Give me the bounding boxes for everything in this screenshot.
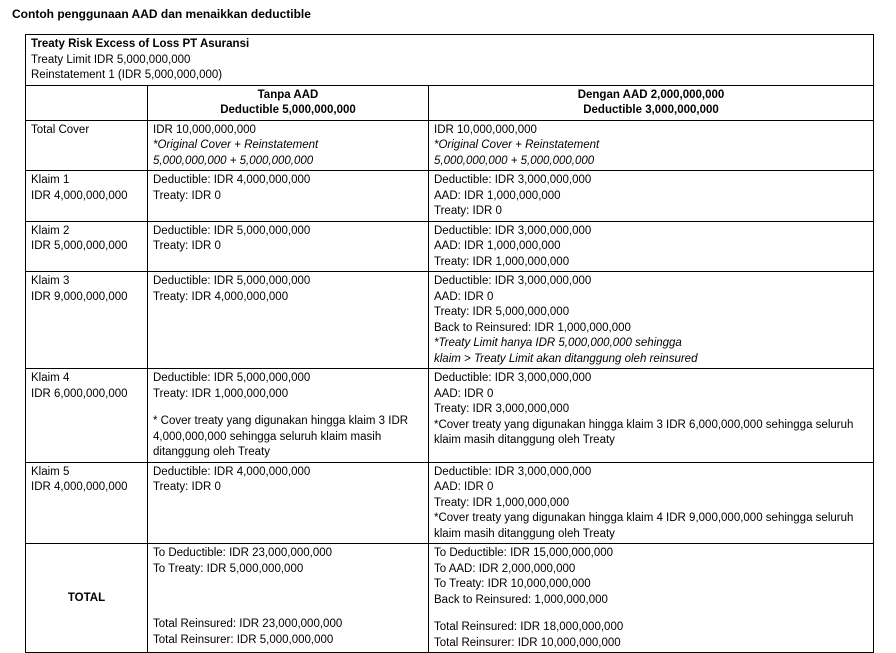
column-deductible-dengan: Deductible 3,000,000,000: [583, 104, 719, 116]
cell-note: *Original Cover + Reinstatement: [434, 139, 600, 151]
cell-line: Deductible: IDR 5,000,000,000: [153, 372, 311, 384]
cell-note: klaim > Treaty Limit akan ditanggung oleh reinsured: [434, 352, 698, 365]
cell-note: *Treaty Limit hanya IDR 5,000,000,000 sehingga: [434, 337, 682, 349]
treaty-limit: Treaty Limit IDR 5,000,000,000: [31, 53, 191, 66]
row-label-cell: [26, 369, 148, 463]
row-label: Klaim 4: [31, 372, 70, 384]
row-label: Total Cover: [31, 123, 90, 136]
dengan-cell: [429, 462, 874, 544]
treaty-table: [25, 34, 874, 653]
cell-line: AAD: IDR 0: [434, 290, 494, 303]
table-row: [26, 221, 874, 272]
row-label: Klaim 5: [31, 465, 70, 478]
spacer: [434, 608, 868, 620]
cell-comment: *Cover treaty yang digunakan hingga klaim 4 IDR 9,000,000,000 sehingga seluruh klaim masih ditanggung oleh Treaty: [434, 512, 854, 540]
empty-header-cell: [26, 85, 148, 120]
row-label-cell: [26, 171, 148, 222]
column-title-dengan: Dengan AAD 2,000,000,000: [577, 88, 725, 101]
page-title: Contoh penggunaan AAD dan menaikkan deductible: [12, 7, 311, 21]
cell-line: Deductible: IDR 5,000,000,000: [153, 224, 311, 237]
cell-line: Treaty: IDR 1,000,000,000: [153, 387, 289, 400]
treaty-header-cell: [26, 35, 874, 86]
row-label-amount: IDR 4,000,000,000: [31, 189, 128, 202]
row-label-cell: [26, 462, 148, 544]
cell-line: To Treaty: IDR 10,000,000,000: [434, 578, 591, 590]
row-label: Klaim 3: [31, 275, 70, 287]
dengan-cell: [429, 221, 874, 272]
cell-line: To Deductible: IDR 23,000,000,000: [153, 547, 333, 559]
cell-line: AAD: IDR 1,000,000,000: [434, 189, 561, 202]
row-label-amount: IDR 6,000,000,000: [31, 387, 128, 400]
cell-note: 5,000,000,000 + 5,000,000,000: [434, 154, 595, 167]
summary-line: Total Reinsurer: IDR 5,000,000,000: [153, 633, 334, 646]
cell-line: Deductible: IDR 3,000,000,000: [434, 224, 592, 237]
dengan-cell: [429, 171, 874, 222]
cell-line: IDR 10,000,000,000: [434, 123, 537, 136]
table-row: [26, 272, 874, 369]
cell-note: *Original Cover + Reinstatement: [153, 139, 319, 151]
row-label-amount: IDR 4,000,000,000: [31, 481, 128, 493]
cell-line: Treaty: IDR 4,000,000,000: [153, 290, 289, 303]
tanpa-cell: [148, 221, 429, 272]
summary-line: Total Reinsurer: IDR 10,000,000,000: [434, 636, 621, 649]
summary-line: Total Reinsured: IDR 23,000,000,000: [153, 618, 343, 630]
row-label: Klaim 1: [31, 174, 70, 186]
summary-line: Total Reinsured: IDR 18,000,000,000: [434, 621, 624, 633]
cell-line: To Deductible: IDR 15,000,000,000: [434, 547, 614, 559]
cell-line: AAD: IDR 1,000,000,000: [434, 240, 561, 252]
cell-line: IDR 10,000,000,000: [153, 123, 256, 136]
cell-comment: * Cover treaty yang digunakan hingga klaim 3 IDR 4,000,000,000 sehingga seluruh klaim masih ditanggung oleh Treaty: [153, 415, 409, 458]
cell-line: To Treaty: IDR 5,000,000,000: [153, 562, 304, 575]
cell-line: Treaty: IDR 0: [153, 481, 221, 493]
dengan-total-cell: [429, 544, 874, 653]
cell-line: Deductible: IDR 5,000,000,000: [153, 275, 311, 287]
tanpa-cell: [148, 462, 429, 544]
cell-line: Deductible: IDR 4,000,000,000: [153, 174, 311, 186]
cell-line: Deductible: IDR 3,000,000,000: [434, 275, 592, 287]
cell-line: Deductible: IDR 3,000,000,000: [434, 465, 592, 478]
table-row: [26, 369, 874, 463]
table-row: [26, 462, 874, 544]
cell-line: AAD: IDR 0: [434, 481, 494, 493]
row-label-cell: [26, 120, 148, 171]
tanpa-cell: [148, 272, 429, 369]
dengan-cell: [429, 369, 874, 463]
dengan-cell: [429, 272, 874, 369]
cell-line: Deductible: IDR 3,000,000,000: [434, 174, 592, 186]
cell-line: Treaty: IDR 3,000,000,000: [434, 403, 570, 415]
total-label: TOTAL: [26, 544, 148, 653]
tanpa-total-cell: [148, 544, 429, 653]
column-deductible-tanpa: Deductible 5,000,000,000: [220, 104, 356, 116]
tanpa-cell: [148, 369, 429, 463]
tanpa-cell: [148, 171, 429, 222]
treaty-title: Treaty Risk Excess of Loss PT Asuransi: [31, 38, 250, 50]
row-label-cell: [26, 272, 148, 369]
row-label-amount: IDR 5,000,000,000: [31, 240, 128, 252]
row-label-cell: [26, 221, 148, 272]
table-row: [26, 120, 874, 171]
column-title-tanpa: Tanpa AAD: [257, 88, 319, 101]
tanpa-cell: [148, 120, 429, 171]
total-row: [26, 544, 874, 653]
treaty-reinstatement: Reinstatement 1 (IDR 5,000,000,000): [31, 69, 223, 81]
cell-line: AAD: IDR 0: [434, 387, 494, 400]
cell-line: Treaty: IDR 0: [434, 205, 502, 217]
row-label: Klaim 2: [31, 224, 70, 237]
cell-line: Back to Reinsured: 1,000,000,000: [434, 593, 608, 606]
cell-comment: *Cover treaty yang digunakan hingga klaim 3 IDR 6,000,000,000 sehingga seluruh klaim masih ditanggung oleh Treaty: [434, 418, 854, 446]
cell-note: 5,000,000,000 + 5,000,000,000: [153, 154, 314, 167]
dengan-cell: [429, 120, 874, 171]
cell-line: Treaty: IDR 1,000,000,000: [434, 255, 570, 268]
cell-line: Deductible: IDR 4,000,000,000: [153, 465, 311, 478]
cell-line: Deductible: IDR 3,000,000,000: [434, 372, 592, 384]
column-header-dengan: [429, 85, 874, 120]
column-header-tanpa: [148, 85, 429, 120]
table-row: [26, 171, 874, 222]
column-header-row: [26, 85, 874, 120]
table-header-row: [26, 35, 874, 86]
cell-line: Treaty: IDR 0: [153, 240, 221, 252]
cell-line: Treaty: IDR 5,000,000,000: [434, 306, 570, 318]
cell-line: To AAD: IDR 2,000,000,000: [434, 562, 576, 575]
row-label-amount: IDR 9,000,000,000: [31, 290, 128, 303]
spacer: [153, 402, 423, 414]
cell-line: Treaty: IDR 1,000,000,000: [434, 496, 570, 509]
cell-line: Back to Reinsured: IDR 1,000,000,000: [434, 321, 631, 334]
spacer: [153, 577, 423, 617]
cell-line: Treaty: IDR 0: [153, 189, 221, 202]
